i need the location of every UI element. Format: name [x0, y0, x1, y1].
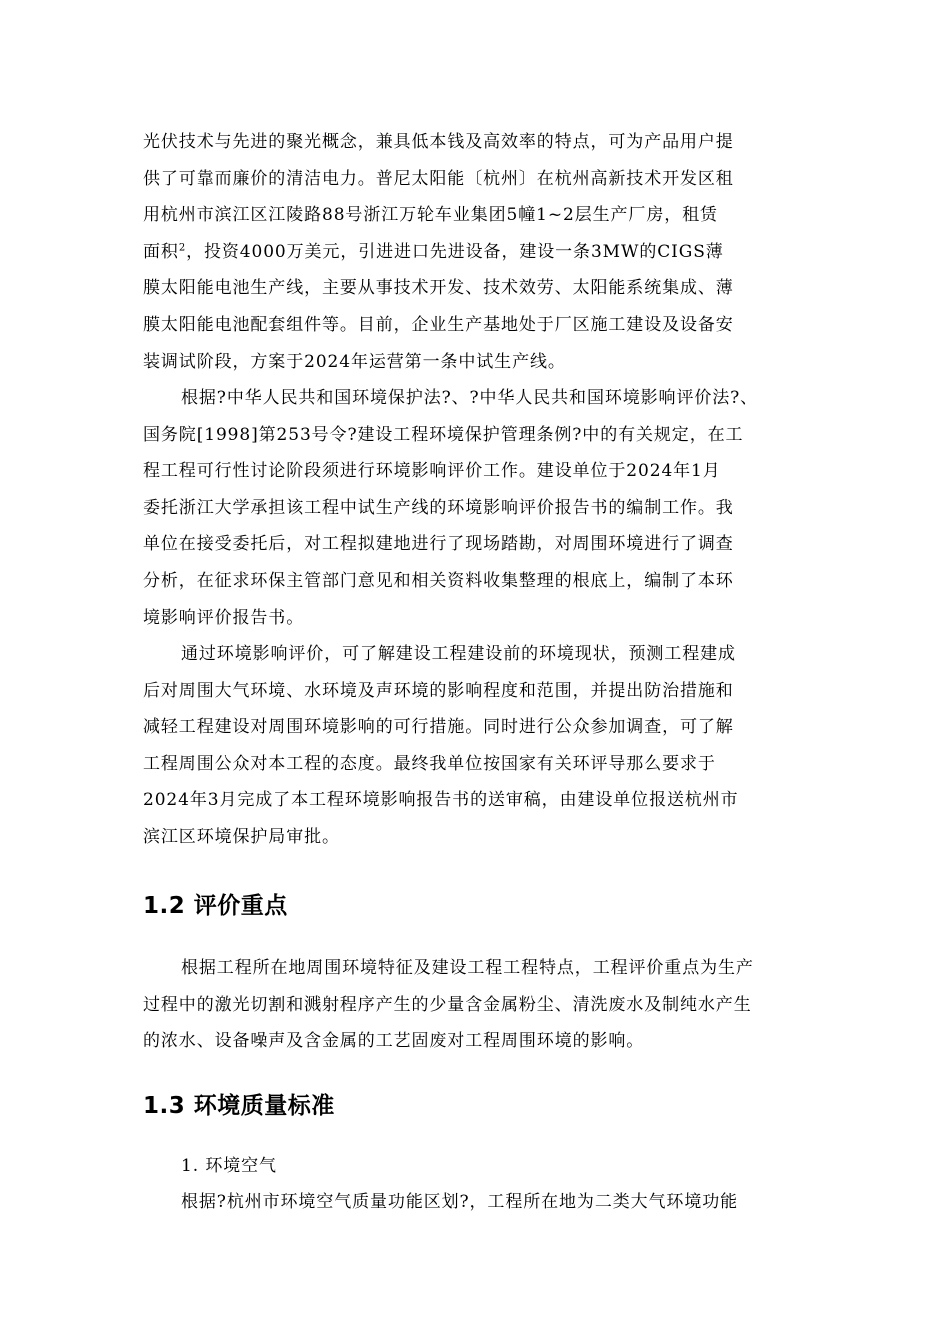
text-line — [143, 234, 734, 271]
section-heading-1-3: 1.3 环境质量标准 — [143, 1093, 335, 1119]
text-line: 单位在接受委托后，对工程拟建地进行了现场踏勘，对周围环境进行了调查 — [143, 534, 734, 555]
list-item-label: 1. 环境空气 — [181, 1156, 277, 1176]
text-line: 国务院[1998]第253号令?建设工程环境保护管理条例?中的有关规定，在工 — [143, 424, 744, 445]
text-line: 后对周围大气环境、水环境及声环境的影响程度和范围，并提出防治措施和 — [143, 680, 734, 701]
text-line: 供了可靠而廉价的清洁电力。普尼太阳能〔杭州〕在杭州高新技术开发区租 — [143, 168, 734, 189]
text-line: 过程中的激光切割和溅射程序产生的少量含金属粉尘、清洗废水及制纯水产生 — [143, 994, 752, 1015]
text-line: 光伏技术与先进的聚光概念，兼具低本钱及高效率的特点，可为产品用户提 — [143, 132, 734, 152]
paragraph-assessment-purpose — [143, 636, 739, 856]
text-fragment: ，投资4000万美元，引进进口先进设备，建设一条3MW的CIGS薄 — [186, 241, 724, 262]
text-line: 委托浙江大学承担该工程中试生产线的环境影响评价报告书的编制工作。我 — [143, 497, 734, 518]
text-line: 膜太阳能电池配套组件等。目前，企业生产基地处于厂区施工建设及设备安 — [143, 314, 734, 335]
text-line: 程工程可行性讨论阶段须进行环境影响评价工作。建设单位于2024年1月 — [143, 461, 721, 482]
text-line: 用杭州市滨江区江陵路88号浙江万轮车业集团5幢1~2层生产厂房，租赁 — [143, 205, 718, 226]
text-line: 根据工程所在地周围环境特征及建设工程工程特点，工程评价重点为生产 — [181, 958, 754, 978]
text-line: 减轻工程建设对周围环境影响的可行措施。同时进行公众参加调查，可了解 — [143, 717, 734, 738]
paragraph-air-quality — [143, 1184, 738, 1221]
text-line: 的浓水、设备噪声及含金属的工艺固废对工程周围环境的影响。 — [143, 1031, 645, 1052]
text-line: 通过环境影响评价，可了解建设工程建设前的环境现状，预测工程建成 — [181, 644, 736, 664]
superscript: 2 — [178, 242, 187, 254]
text-line: 根据?中华人民共和国环境保护法?、?中华人民共和国环境影响评价法?、 — [181, 388, 759, 408]
section-heading-1-2: 1.2 评价重点 — [143, 893, 288, 919]
text-line: 分析，在征求环保主管部门意见和相关资料收集整理的根底上，编制了本环 — [143, 570, 734, 591]
text-fragment: 面积 — [143, 241, 179, 262]
text-line: 滨江区环境保护局审批。 — [143, 826, 340, 847]
list-item-ambient-air — [143, 1148, 277, 1185]
text-line: 境影响评价报告书。 — [143, 607, 305, 628]
paragraph-assessment-focus — [143, 950, 754, 1060]
text-line: 膜太阳能电池生产线，主要从事技术开发、技术效劳、太阳能系统集成、薄 — [143, 278, 734, 299]
text-line: 装调试阶段，方案于2024年运营第一条中试生产线。 — [143, 351, 566, 372]
text-line: 工程周围公众对本工程的态度。最终我单位按国家有关环评导那么要求于 — [143, 753, 716, 774]
text-line: 根据?杭州市环境空气质量功能区划?，工程所在地为二类大气环境功能 — [181, 1192, 739, 1212]
text-line: 2024年3月完成了本工程环境影响报告书的送审稿，由建设单位报送杭州市 — [143, 790, 739, 811]
paragraph-project-background — [143, 124, 734, 380]
paragraph-legal-basis — [143, 380, 758, 636]
